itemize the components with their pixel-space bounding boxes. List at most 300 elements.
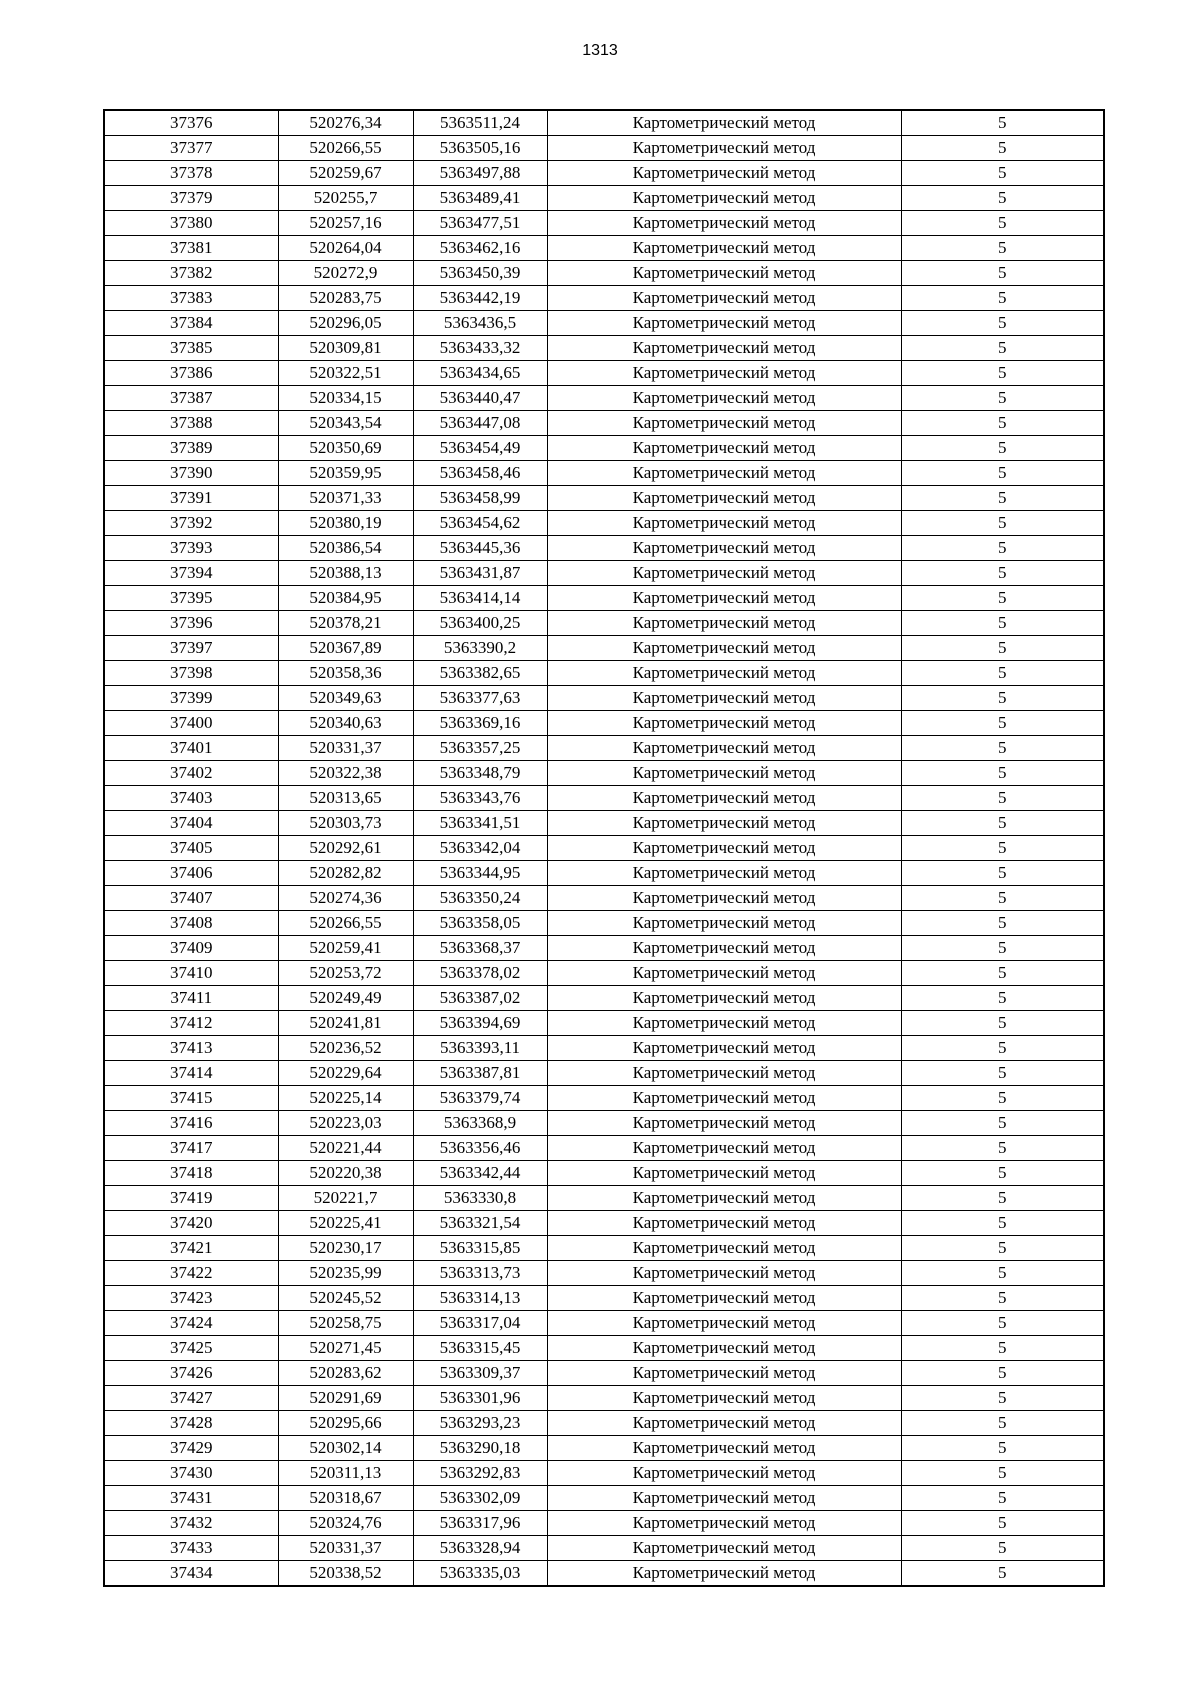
method-cell: Картометрический метод	[547, 1561, 901, 1587]
point-number-cell: 37384	[104, 311, 278, 336]
method-cell: Картометрический метод	[547, 1486, 901, 1511]
y-coordinate-cell: 5363369,16	[413, 711, 547, 736]
y-coordinate-cell: 5363309,37	[413, 1361, 547, 1386]
x-coordinate-cell: 520318,67	[278, 1486, 413, 1511]
y-coordinate-cell: 5363358,05	[413, 911, 547, 936]
accuracy-cell: 5	[901, 1086, 1104, 1111]
point-number-cell: 37415	[104, 1086, 278, 1111]
x-coordinate-cell: 520292,61	[278, 836, 413, 861]
accuracy-cell: 5	[901, 486, 1104, 511]
accuracy-cell: 5	[901, 461, 1104, 486]
table-row	[104, 1236, 1104, 1261]
y-coordinate-cell: 5363458,46	[413, 461, 547, 486]
accuracy-cell: 5	[901, 636, 1104, 661]
table-row	[104, 1111, 1104, 1136]
accuracy-cell: 5	[901, 511, 1104, 536]
method-cell: Картометрический метод	[547, 486, 901, 511]
method-cell: Картометрический метод	[547, 1411, 901, 1436]
point-number-cell: 37432	[104, 1511, 278, 1536]
x-coordinate-cell: 520266,55	[278, 911, 413, 936]
accuracy-cell: 5	[901, 211, 1104, 236]
accuracy-cell: 5	[901, 286, 1104, 311]
accuracy-cell: 5	[901, 886, 1104, 911]
accuracy-cell: 5	[901, 1536, 1104, 1561]
table-row	[104, 136, 1104, 161]
y-coordinate-cell: 5363497,88	[413, 161, 547, 186]
y-coordinate-cell: 5363400,25	[413, 611, 547, 636]
accuracy-cell: 5	[901, 186, 1104, 211]
point-number-cell: 37386	[104, 361, 278, 386]
accuracy-cell: 5	[901, 811, 1104, 836]
y-coordinate-cell: 5363445,36	[413, 536, 547, 561]
table-row	[104, 1061, 1104, 1086]
y-coordinate-cell: 5363341,51	[413, 811, 547, 836]
y-coordinate-cell: 5363378,02	[413, 961, 547, 986]
accuracy-cell: 5	[901, 936, 1104, 961]
point-number-cell: 37391	[104, 486, 278, 511]
table-row	[104, 761, 1104, 786]
y-coordinate-cell: 5363431,87	[413, 561, 547, 586]
x-coordinate-cell: 520220,38	[278, 1161, 413, 1186]
accuracy-cell: 5	[901, 711, 1104, 736]
coordinates-table	[103, 109, 1105, 1587]
point-number-cell: 37423	[104, 1286, 278, 1311]
point-number-cell: 37390	[104, 461, 278, 486]
x-coordinate-cell: 520276,34	[278, 110, 413, 136]
x-coordinate-cell: 520350,69	[278, 436, 413, 461]
x-coordinate-cell: 520331,37	[278, 1536, 413, 1561]
y-coordinate-cell: 5363335,03	[413, 1561, 547, 1587]
table-row	[104, 611, 1104, 636]
method-cell: Картометрический метод	[547, 661, 901, 686]
accuracy-cell: 5	[901, 786, 1104, 811]
point-number-cell: 37416	[104, 1111, 278, 1136]
x-coordinate-cell: 520249,49	[278, 986, 413, 1011]
accuracy-cell: 5	[901, 110, 1104, 136]
x-coordinate-cell: 520302,14	[278, 1436, 413, 1461]
y-coordinate-cell: 5363433,32	[413, 336, 547, 361]
method-cell: Картометрический метод	[547, 1336, 901, 1361]
y-coordinate-cell: 5363290,18	[413, 1436, 547, 1461]
method-cell: Картометрический метод	[547, 1211, 901, 1236]
accuracy-cell: 5	[901, 536, 1104, 561]
point-number-cell: 37420	[104, 1211, 278, 1236]
x-coordinate-cell: 520334,15	[278, 386, 413, 411]
x-coordinate-cell: 520331,37	[278, 736, 413, 761]
x-coordinate-cell: 520338,52	[278, 1561, 413, 1587]
method-cell: Картометрический метод	[547, 511, 901, 536]
point-number-cell: 37428	[104, 1411, 278, 1436]
accuracy-cell: 5	[901, 911, 1104, 936]
point-number-cell: 37401	[104, 736, 278, 761]
table-row	[104, 1561, 1104, 1587]
accuracy-cell: 5	[901, 761, 1104, 786]
accuracy-cell: 5	[901, 361, 1104, 386]
accuracy-cell: 5	[901, 1036, 1104, 1061]
method-cell: Картометрический метод	[547, 811, 901, 836]
point-number-cell: 37422	[104, 1261, 278, 1286]
point-number-cell: 37388	[104, 411, 278, 436]
point-number-cell: 37380	[104, 211, 278, 236]
y-coordinate-cell: 5363317,96	[413, 1511, 547, 1536]
point-number-cell: 37412	[104, 1011, 278, 1036]
table-row	[104, 461, 1104, 486]
y-coordinate-cell: 5363434,65	[413, 361, 547, 386]
point-number-cell: 37403	[104, 786, 278, 811]
y-coordinate-cell: 5363436,5	[413, 311, 547, 336]
accuracy-cell: 5	[901, 836, 1104, 861]
accuracy-cell: 5	[901, 611, 1104, 636]
x-coordinate-cell: 520311,13	[278, 1461, 413, 1486]
table-row	[104, 961, 1104, 986]
x-coordinate-cell: 520386,54	[278, 536, 413, 561]
x-coordinate-cell: 520322,38	[278, 761, 413, 786]
method-cell: Картометрический метод	[547, 110, 901, 136]
table-row	[104, 261, 1104, 286]
x-coordinate-cell: 520283,62	[278, 1361, 413, 1386]
accuracy-cell: 5	[901, 686, 1104, 711]
accuracy-cell: 5	[901, 1486, 1104, 1511]
point-number-cell: 37419	[104, 1186, 278, 1211]
x-coordinate-cell: 520235,99	[278, 1261, 413, 1286]
method-cell: Картометрический метод	[547, 1136, 901, 1161]
point-number-cell: 37430	[104, 1461, 278, 1486]
table-row	[104, 1086, 1104, 1111]
method-cell: Картометрический метод	[547, 711, 901, 736]
accuracy-cell: 5	[901, 1111, 1104, 1136]
table-row	[104, 736, 1104, 761]
accuracy-cell: 5	[901, 1336, 1104, 1361]
x-coordinate-cell: 520309,81	[278, 336, 413, 361]
table-row	[104, 336, 1104, 361]
table-row	[104, 1011, 1104, 1036]
point-number-cell: 37434	[104, 1561, 278, 1587]
accuracy-cell: 5	[901, 1211, 1104, 1236]
method-cell: Картометрический метод	[547, 986, 901, 1011]
table-row	[104, 786, 1104, 811]
method-cell: Картометрический метод	[547, 611, 901, 636]
accuracy-cell: 5	[901, 1161, 1104, 1186]
table-row	[104, 661, 1104, 686]
y-coordinate-cell: 5363293,23	[413, 1411, 547, 1436]
point-number-cell: 37376	[104, 110, 278, 136]
table-row	[104, 411, 1104, 436]
method-cell: Картометрический метод	[547, 1461, 901, 1486]
accuracy-cell: 5	[901, 961, 1104, 986]
method-cell: Картометрический метод	[547, 1086, 901, 1111]
point-number-cell: 37433	[104, 1536, 278, 1561]
method-cell: Картометрический метод	[547, 211, 901, 236]
y-coordinate-cell: 5363343,76	[413, 786, 547, 811]
accuracy-cell: 5	[901, 411, 1104, 436]
y-coordinate-cell: 5363356,46	[413, 1136, 547, 1161]
x-coordinate-cell: 520236,52	[278, 1036, 413, 1061]
accuracy-cell: 5	[901, 1236, 1104, 1261]
point-number-cell: 37405	[104, 836, 278, 861]
accuracy-cell: 5	[901, 1186, 1104, 1211]
accuracy-cell: 5	[901, 1436, 1104, 1461]
table-row	[104, 1211, 1104, 1236]
table-row	[104, 1411, 1104, 1436]
method-cell: Картометрический метод	[547, 136, 901, 161]
x-coordinate-cell: 520225,41	[278, 1211, 413, 1236]
method-cell: Картометрический метод	[547, 861, 901, 886]
x-coordinate-cell: 520245,52	[278, 1286, 413, 1311]
table-row	[104, 1036, 1104, 1061]
table-row	[104, 486, 1104, 511]
accuracy-cell: 5	[901, 586, 1104, 611]
table-row	[104, 836, 1104, 861]
table-row	[104, 911, 1104, 936]
table-row	[104, 236, 1104, 261]
x-coordinate-cell: 520274,36	[278, 886, 413, 911]
accuracy-cell: 5	[901, 1061, 1104, 1086]
point-number-cell: 37378	[104, 161, 278, 186]
x-coordinate-cell: 520367,89	[278, 636, 413, 661]
x-coordinate-cell: 520266,55	[278, 136, 413, 161]
method-cell: Картометрический метод	[547, 1361, 901, 1386]
x-coordinate-cell: 520322,51	[278, 361, 413, 386]
y-coordinate-cell: 5363393,11	[413, 1036, 547, 1061]
accuracy-cell: 5	[901, 861, 1104, 886]
method-cell: Картометрический метод	[547, 686, 901, 711]
point-number-cell: 37400	[104, 711, 278, 736]
accuracy-cell: 5	[901, 161, 1104, 186]
accuracy-cell: 5	[901, 136, 1104, 161]
y-coordinate-cell: 5363511,24	[413, 110, 547, 136]
y-coordinate-cell: 5363357,25	[413, 736, 547, 761]
method-cell: Картометрический метод	[547, 1036, 901, 1061]
y-coordinate-cell: 5363330,8	[413, 1186, 547, 1211]
accuracy-cell: 5	[901, 1311, 1104, 1336]
table-row	[104, 1286, 1104, 1311]
y-coordinate-cell: 5363477,51	[413, 211, 547, 236]
y-coordinate-cell: 5363382,65	[413, 661, 547, 686]
x-coordinate-cell: 520380,19	[278, 511, 413, 536]
point-number-cell: 37425	[104, 1336, 278, 1361]
method-cell: Картометрический метод	[547, 186, 901, 211]
method-cell: Картометрический метод	[547, 436, 901, 461]
method-cell: Картометрический метод	[547, 1061, 901, 1086]
accuracy-cell: 5	[901, 236, 1104, 261]
table-row	[104, 161, 1104, 186]
y-coordinate-cell: 5363368,37	[413, 936, 547, 961]
table-row	[104, 1336, 1104, 1361]
y-coordinate-cell: 5363368,9	[413, 1111, 547, 1136]
method-cell: Картометрический метод	[547, 1261, 901, 1286]
x-coordinate-cell: 520295,66	[278, 1411, 413, 1436]
x-coordinate-cell: 520255,7	[278, 186, 413, 211]
method-cell: Картометрический метод	[547, 536, 901, 561]
table-row	[104, 711, 1104, 736]
x-coordinate-cell: 520359,95	[278, 461, 413, 486]
table-row	[104, 1186, 1104, 1211]
table-row	[104, 436, 1104, 461]
table-row	[104, 1161, 1104, 1186]
x-coordinate-cell: 520340,63	[278, 711, 413, 736]
x-coordinate-cell: 520271,45	[278, 1336, 413, 1361]
x-coordinate-cell: 520223,03	[278, 1111, 413, 1136]
point-number-cell: 37398	[104, 661, 278, 686]
method-cell: Картометрический метод	[547, 961, 901, 986]
method-cell: Картометрический метод	[547, 786, 901, 811]
y-coordinate-cell: 5363328,94	[413, 1536, 547, 1561]
coordinates-table-body	[104, 110, 1104, 1586]
y-coordinate-cell: 5363313,73	[413, 1261, 547, 1286]
y-coordinate-cell: 5363440,47	[413, 386, 547, 411]
point-number-cell: 37393	[104, 536, 278, 561]
y-coordinate-cell: 5363350,24	[413, 886, 547, 911]
y-coordinate-cell: 5363377,63	[413, 686, 547, 711]
x-coordinate-cell: 520272,9	[278, 261, 413, 286]
point-number-cell: 37396	[104, 611, 278, 636]
x-coordinate-cell: 520264,04	[278, 236, 413, 261]
x-coordinate-cell: 520221,7	[278, 1186, 413, 1211]
point-number-cell: 37379	[104, 186, 278, 211]
point-number-cell: 37410	[104, 961, 278, 986]
method-cell: Картометрический метод	[547, 1111, 901, 1136]
point-number-cell: 37426	[104, 1361, 278, 1386]
x-coordinate-cell: 520303,73	[278, 811, 413, 836]
y-coordinate-cell: 5363414,14	[413, 586, 547, 611]
point-number-cell: 37399	[104, 686, 278, 711]
point-number-cell: 37402	[104, 761, 278, 786]
point-number-cell: 37389	[104, 436, 278, 461]
table-row	[104, 1486, 1104, 1511]
method-cell: Картометрический метод	[547, 386, 901, 411]
point-number-cell: 37395	[104, 586, 278, 611]
method-cell: Картометрический метод	[547, 1436, 901, 1461]
point-number-cell: 37392	[104, 511, 278, 536]
point-number-cell: 37427	[104, 1386, 278, 1411]
accuracy-cell: 5	[901, 386, 1104, 411]
x-coordinate-cell: 520358,36	[278, 661, 413, 686]
table-row	[104, 936, 1104, 961]
method-cell: Картометрический метод	[547, 336, 901, 361]
x-coordinate-cell: 520259,41	[278, 936, 413, 961]
accuracy-cell: 5	[901, 1411, 1104, 1436]
method-cell: Картометрический метод	[547, 411, 901, 436]
y-coordinate-cell: 5363348,79	[413, 761, 547, 786]
accuracy-cell: 5	[901, 1461, 1104, 1486]
method-cell: Картометрический метод	[547, 911, 901, 936]
point-number-cell: 37408	[104, 911, 278, 936]
y-coordinate-cell: 5363379,74	[413, 1086, 547, 1111]
method-cell: Картометрический метод	[547, 161, 901, 186]
y-coordinate-cell: 5363447,08	[413, 411, 547, 436]
x-coordinate-cell: 520230,17	[278, 1236, 413, 1261]
table-row	[104, 536, 1104, 561]
accuracy-cell: 5	[901, 436, 1104, 461]
x-coordinate-cell: 520259,67	[278, 161, 413, 186]
table-row	[104, 1261, 1104, 1286]
y-coordinate-cell: 5363442,19	[413, 286, 547, 311]
point-number-cell: 37377	[104, 136, 278, 161]
table-row	[104, 1461, 1104, 1486]
method-cell: Картометрический метод	[547, 286, 901, 311]
accuracy-cell: 5	[901, 1511, 1104, 1536]
y-coordinate-cell: 5363387,81	[413, 1061, 547, 1086]
method-cell: Картометрический метод	[547, 1386, 901, 1411]
y-coordinate-cell: 5363302,09	[413, 1486, 547, 1511]
y-coordinate-cell: 5363505,16	[413, 136, 547, 161]
method-cell: Картометрический метод	[547, 761, 901, 786]
x-coordinate-cell: 520241,81	[278, 1011, 413, 1036]
method-cell: Картометрический метод	[547, 1286, 901, 1311]
method-cell: Картометрический метод	[547, 736, 901, 761]
point-number-cell: 37397	[104, 636, 278, 661]
method-cell: Картометрический метод	[547, 1536, 901, 1561]
point-number-cell: 37394	[104, 561, 278, 586]
x-coordinate-cell: 520225,14	[278, 1086, 413, 1111]
x-coordinate-cell: 520313,65	[278, 786, 413, 811]
y-coordinate-cell: 5363387,02	[413, 986, 547, 1011]
point-number-cell: 37417	[104, 1136, 278, 1161]
accuracy-cell: 5	[901, 1361, 1104, 1386]
point-number-cell: 37383	[104, 286, 278, 311]
method-cell: Картометрический метод	[547, 561, 901, 586]
y-coordinate-cell: 5363321,54	[413, 1211, 547, 1236]
accuracy-cell: 5	[901, 1136, 1104, 1161]
y-coordinate-cell: 5363342,04	[413, 836, 547, 861]
x-coordinate-cell: 520229,64	[278, 1061, 413, 1086]
x-coordinate-cell: 520291,69	[278, 1386, 413, 1411]
y-coordinate-cell: 5363458,99	[413, 486, 547, 511]
table-row	[104, 861, 1104, 886]
method-cell: Картометрический метод	[547, 1311, 901, 1336]
table-row	[104, 686, 1104, 711]
method-cell: Картометрический метод	[547, 361, 901, 386]
table-row	[104, 511, 1104, 536]
table-row	[104, 1136, 1104, 1161]
table-row	[104, 361, 1104, 386]
x-coordinate-cell: 520371,33	[278, 486, 413, 511]
y-coordinate-cell: 5363462,16	[413, 236, 547, 261]
point-number-cell: 37407	[104, 886, 278, 911]
accuracy-cell: 5	[901, 1561, 1104, 1587]
y-coordinate-cell: 5363315,45	[413, 1336, 547, 1361]
y-coordinate-cell: 5363315,85	[413, 1236, 547, 1261]
accuracy-cell: 5	[901, 1261, 1104, 1286]
y-coordinate-cell: 5363450,39	[413, 261, 547, 286]
table-row	[104, 1361, 1104, 1386]
table-row	[104, 1311, 1104, 1336]
x-coordinate-cell: 520384,95	[278, 586, 413, 611]
y-coordinate-cell: 5363342,44	[413, 1161, 547, 1186]
method-cell: Картометрический метод	[547, 936, 901, 961]
point-number-cell: 37413	[104, 1036, 278, 1061]
table-row	[104, 311, 1104, 336]
accuracy-cell: 5	[901, 986, 1104, 1011]
method-cell: Картометрический метод	[547, 236, 901, 261]
method-cell: Картометрический метод	[547, 586, 901, 611]
method-cell: Картометрический метод	[547, 886, 901, 911]
table-row	[104, 1511, 1104, 1536]
accuracy-cell: 5	[901, 311, 1104, 336]
table-row	[104, 286, 1104, 311]
y-coordinate-cell: 5363292,83	[413, 1461, 547, 1486]
y-coordinate-cell: 5363344,95	[413, 861, 547, 886]
point-number-cell: 37404	[104, 811, 278, 836]
y-coordinate-cell: 5363454,49	[413, 436, 547, 461]
point-number-cell: 37382	[104, 261, 278, 286]
method-cell: Картометрический метод	[547, 1161, 901, 1186]
point-number-cell: 37411	[104, 986, 278, 1011]
page-number: 1313	[582, 42, 618, 59]
x-coordinate-cell: 520343,54	[278, 411, 413, 436]
accuracy-cell: 5	[901, 561, 1104, 586]
accuracy-cell: 5	[901, 1011, 1104, 1036]
